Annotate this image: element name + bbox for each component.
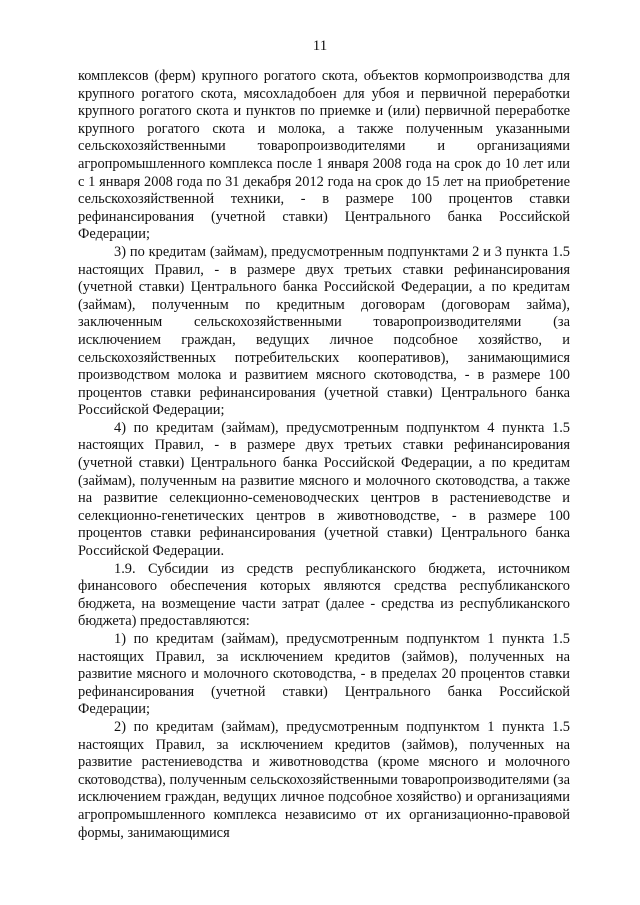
document-body [78,68,570,842]
paragraph-section-1-9: 1.9. Субсидии из средств республиканского бюджета, источником финансового обеспечения которых являются средства республиканского бюджета, на возмещение части затрат (далее - средства из республиканского бюджета) предоставляются: [78,560,570,630]
page-number: 11 [312,38,328,54]
paragraph-subitem-1: 1) по кредитам (займам), предусмотренным подпунктом 1 пункта 1.5 настоящих Правил, за исключением кредитов (займов), полученных на развитие мясного и молочного скотоводства, - в пределах 20 процентов ставки рефинансирования (учетной ставки) Центрального банка Российской Федерации; [78,631,570,718]
paragraph-continuation: комплексов (ферм) крупного рогатого скота, объектов кормопроизводства для крупного рогатого скота, мясохладобоен для убоя и первичной переработки крупного рогатого скота и пунктов по приемке и (или) первичной переработке крупного рогатого скота и молока, а также полученным указанными сельскохозяйственными товаропроизводителями и организациями агропромышленного комплекса после 1 января 2008 года на срок до 10 лет или с 1 января 2008 года по 31 декабря 2012 года на срок до 15 лет на приобретение сельскохозяйственной техники, - в размере 100 процентов ставки рефинансирования (учетной ставки) Центрального банка Российской Федерации; [78,68,570,243]
paragraph-subitem-2: 2) по кредитам (займам), предусмотренным подпунктом 1 пункта 1.5 настоящих Правил, за исключением кредитов (займов), полученных на развитие растениеводства и животноводства (кроме мясного и молочного скотоводства), полученным сельскохозяйственными товаропроизводителями (за исключением граждан, ведущих личное подсобное хозяйство) и организациями агропромышленного комплекса независимо от их организационно-правовой формы, занимающимися [78,718,570,841]
paragraph-subitem-3: 3) по кредитам (займам), предусмотренным подпунктами 2 и 3 пункта 1.5 настоящих Правил, - в размере двух третьих ставки рефинансирования (учетной ставки) Центрального банка Российской Федерации, а по кредитам (займам), полученным по кредитным договорам (договорам займа), заключенным сельскохозяйственными товаропроизводителями (за исключением граждан, ведущих личное подсобное хозяйство, и сельскохозяйственных потребительских кооперативов), занимающимися производством молока и развитием мясного скотоводства, - в размере 100 процентов ставки рефинансирования (учетной ставки) Центрального банка Российской Федерации; [78,243,570,419]
paragraph-subitem-4: 4) по кредитам (займам), предусмотренным подпунктом 4 пункта 1.5 настоящих Правил, - в размере двух третьих ставки рефинансирования (учетной ставки) Центрального банка Российской Федерации, а по кредитам (займам), полученным на развитие мясного и молочного скотоводства, а также на развитие селекционно-семеноводческих центров в растениеводстве и селекционно-генетических центров в животноводстве, - в размере 100 процентов ставки рефинансирования (учетной ставки) Центрального банка Российской Федерации. [78,419,570,560]
